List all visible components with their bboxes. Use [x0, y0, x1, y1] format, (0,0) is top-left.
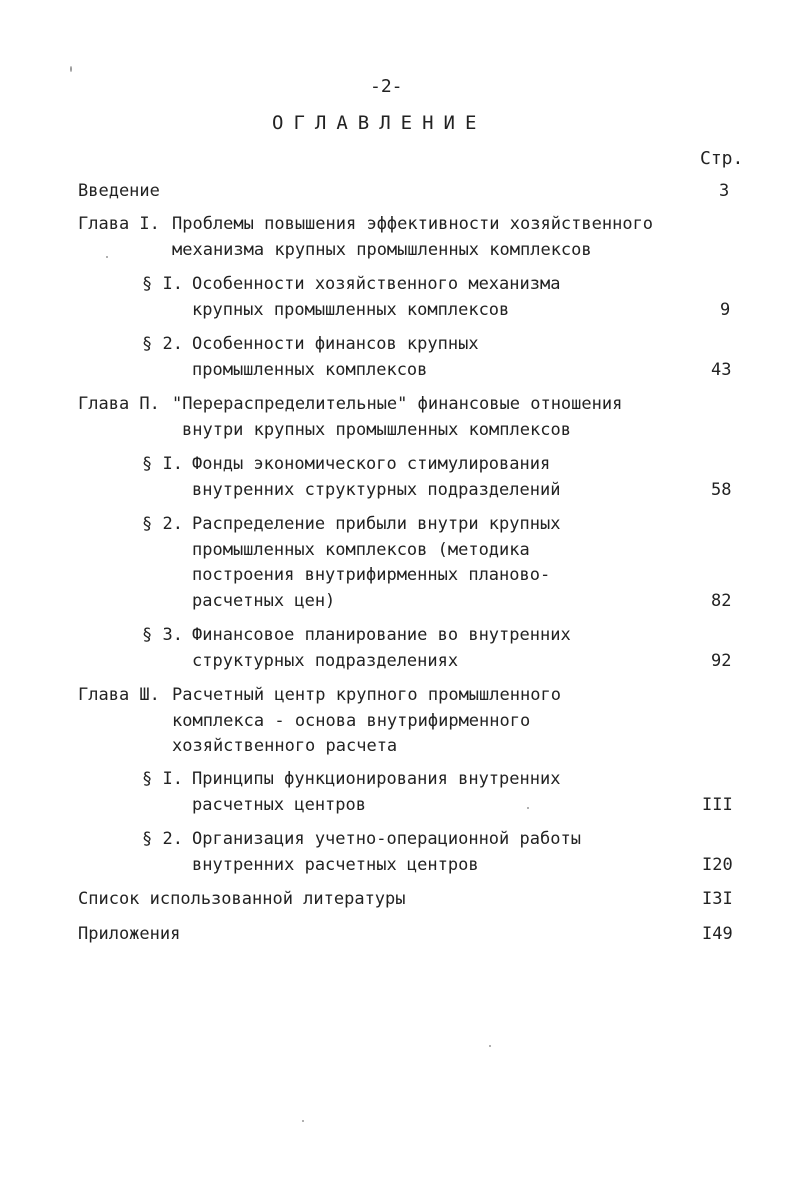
entry-line: промышленных комплексов [192, 360, 428, 380]
entry-line: Особенности хозяйственного механизма [192, 274, 561, 294]
entry-text: Введение [78, 181, 160, 201]
section-label: § 2. [142, 334, 183, 354]
entry-line: внутренних структурных подразделений [192, 480, 561, 500]
entry-page: 43 [711, 360, 732, 380]
entry-line: Расчетный центр крупного промышленного [172, 685, 561, 705]
entry-line: механизма крупных промышленных комплексов [172, 240, 592, 260]
entry-line: расчетных цен) [192, 591, 336, 611]
section-label: § I. [142, 274, 183, 294]
entry-page: I49 [702, 924, 733, 944]
toc-title: ОГЛАВЛЕНИЕ [272, 112, 487, 134]
chapter-label: Глава I. [78, 214, 160, 234]
entry-line: Организация учетно-операционной работы [192, 829, 581, 849]
entry-page: 3 [719, 181, 730, 201]
chapter-label: Глава Ш. [78, 685, 160, 705]
entry-line: хозяйственного расчета [172, 736, 398, 756]
entry-page: 9 [720, 300, 731, 320]
entry-line: расчетных центров [192, 795, 366, 815]
entry-line: построения внутрифирменных планово- [192, 565, 551, 585]
entry-line: внутри крупных промышленных комплексов [182, 420, 571, 440]
entry-page: III [702, 795, 733, 815]
entry-line: структурных подразделениях [192, 651, 459, 671]
entry-text: Список использованной литературы [78, 889, 406, 909]
scan-speck [106, 256, 108, 258]
entry-line: Проблемы повышения эффективности хозяйственного [172, 214, 654, 234]
entry-line: Фонды экономического стимулирования [192, 454, 551, 474]
section-label: § 3. [142, 625, 183, 645]
entry-text: Приложения [78, 924, 181, 944]
entry-line: промышленных комплексов (методика [192, 540, 530, 560]
entry-line: крупных промышленных комплексов [192, 300, 510, 320]
entry-page: I20 [702, 855, 733, 875]
section-label: § I. [142, 454, 183, 474]
scan-speck [489, 1045, 491, 1047]
entry-line: Принципы функционирования внутренних [192, 769, 561, 789]
page-number: -2- [370, 76, 403, 97]
section-label: § I. [142, 769, 183, 789]
section-label: § 2. [142, 514, 183, 534]
entry-line: Особенности финансов крупных [192, 334, 479, 354]
entry-page: 82 [711, 591, 732, 611]
entry-line: комплекса - основа внутрифирменного [172, 711, 531, 731]
entry-page: 92 [711, 651, 732, 671]
scan-speck [302, 1120, 304, 1122]
entry-page: I3I [702, 889, 733, 909]
scan-speck [527, 807, 529, 809]
entry-line: Распределение прибыли внутри крупных [192, 514, 561, 534]
chapter-label: Глава П. [78, 394, 160, 414]
section-label: § 2. [142, 829, 183, 849]
entry-line: внутренних расчетных центров [192, 855, 479, 875]
entry-line: Финансовое планирование во внутренних [192, 625, 571, 645]
scan-speck [70, 66, 72, 72]
page-column-header: Стр. [700, 148, 744, 169]
entry-page: 58 [711, 480, 732, 500]
entry-line: "Перераспределительные" финансовые отношения [172, 394, 623, 414]
